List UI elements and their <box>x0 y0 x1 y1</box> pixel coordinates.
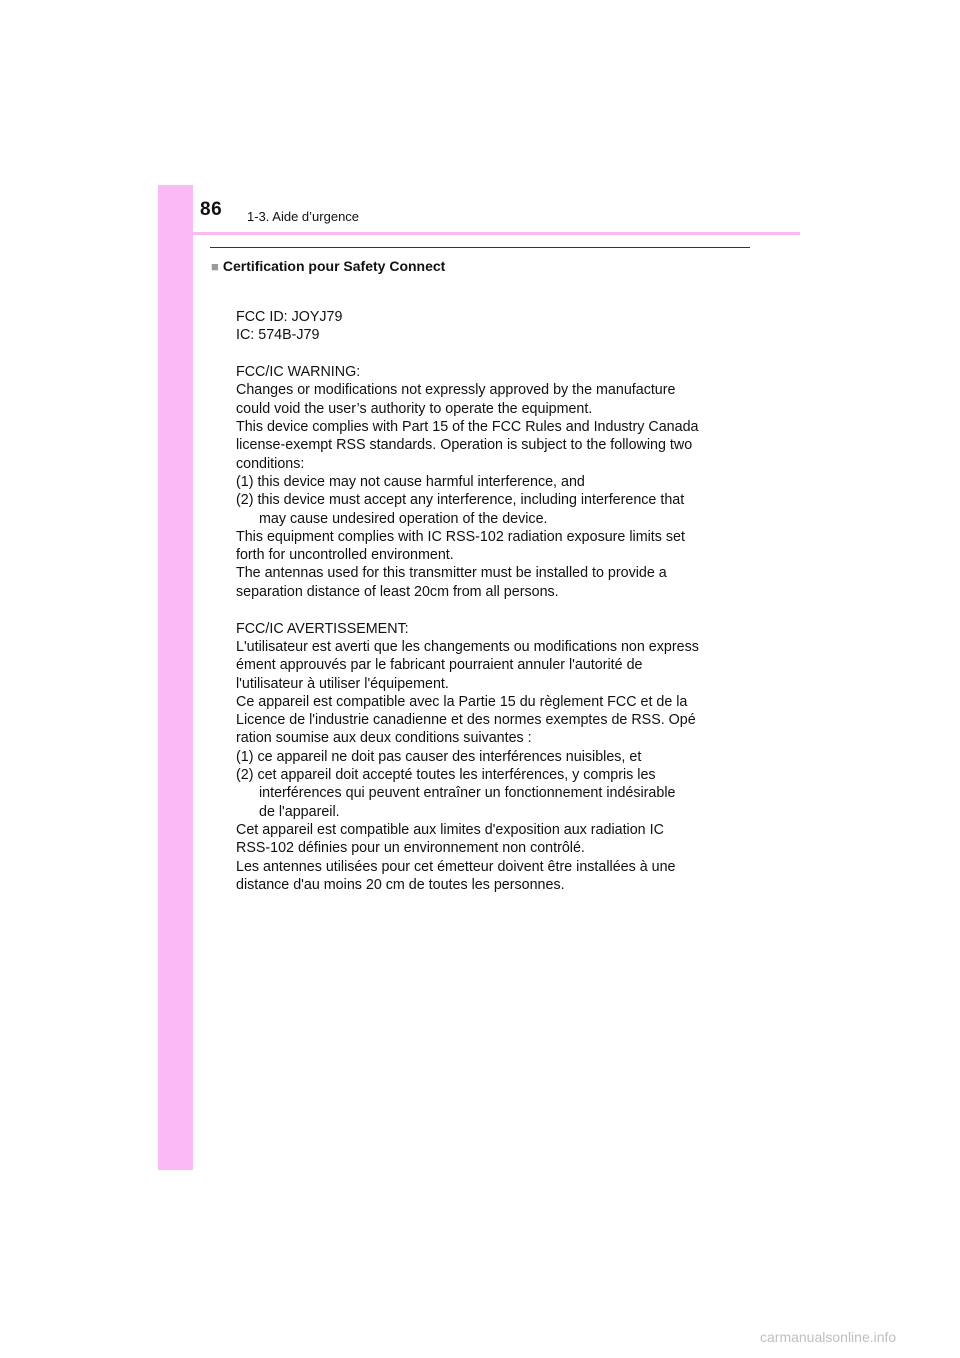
warning-fr-line: L'utilisateur est averti que les changements ou modifications non express <box>236 638 699 655</box>
paragraph-gap <box>236 345 736 364</box>
warning-en-condition-2-cont: may cause undesired operation of the device. <box>259 510 548 527</box>
warning-en-title: FCC/IC WARNING: <box>236 364 361 381</box>
warning-fr-line: Licence de l'industrie canadienne et des normes exemptes de RSS. Opé <box>236 712 696 729</box>
square-bullet-icon: ■ <box>211 259 219 274</box>
warning-en-line: could void the user’s authority to operate the equipment. <box>236 400 593 417</box>
warning-fr-line: RSS-102 définies pour un environnement non contrôlé. <box>236 840 585 857</box>
warning-en-line: conditions: <box>236 455 305 472</box>
warning-en-line: Changes or modifications not expressly approved by the manufacture <box>236 382 676 399</box>
warning-fr-line: Les antennes utilisées pour cet émetteur doivent être installées à une <box>236 858 676 875</box>
warning-en-line: separation distance of least 20cm from all persons. <box>236 583 559 600</box>
section-heading <box>211 258 445 274</box>
warning-en-condition-1: (1) this device may not cause harmful interference, and <box>236 473 585 490</box>
chapter-title: 1-3. Aide d’urgence <box>247 209 360 224</box>
warning-fr-line: Cet appareil est compatible aux limites d'exposition aux radiation IC <box>236 821 664 838</box>
fcc-id: FCC ID: JOYJ79 <box>236 309 343 325</box>
warning-fr-line: Ce appareil est compatible avec la Partie 15 du règlement FCC et de la <box>236 693 688 710</box>
certification-text <box>236 308 736 894</box>
warning-fr-line: ration soumise aux deux conditions suivantes : <box>236 730 532 747</box>
warning-fr-condition-1: (1) ce appareil ne doit pas causer des interférences nuisibles, et <box>236 748 642 765</box>
warning-en-line: This equipment complies with IC RSS-102 radiation exposure limits set <box>236 528 685 545</box>
header-rule <box>193 232 800 235</box>
section-heading-text: Certification pour Safety Connect <box>222 258 446 274</box>
section-divider <box>210 247 750 248</box>
warning-fr-condition-2: (2) cet appareil doit accepté toutes les interférences, y compris les <box>236 767 656 784</box>
warning-fr-line: l'utilisateur à utiliser l'équipement. <box>236 675 449 692</box>
ic-id: IC: 574B-J79 <box>236 327 320 344</box>
warning-fr-line: distance d'au moins 20 cm de toutes les personnes. <box>236 876 565 893</box>
warning-fr-condition-2-cont: interférences qui peuvent entraîner un fonctionnement indésirable <box>259 785 676 802</box>
warning-en-line: This device complies with Part 15 of the FCC Rules and Industry Canada <box>236 419 699 436</box>
warning-en-line: forth for uncontrolled environment. <box>236 547 454 564</box>
warning-fr-line: ément approuvés par le fabricant pourraient annuler l'autorité de <box>236 657 643 674</box>
paragraph-gap <box>236 601 736 620</box>
warning-fr-condition-2-cont: de l'appareil. <box>259 803 340 820</box>
warning-fr-title: FCC/IC AVERTISSEMENT: <box>236 620 409 637</box>
warning-en-line: license-exempt RSS standards. Operation is subject to the following two <box>236 437 693 454</box>
site-watermark: carmanualsonline.info <box>760 1329 897 1345</box>
warning-en-line: The antennas used for this transmitter must be installed to provide a <box>236 565 667 582</box>
page-number: 86 <box>200 199 223 220</box>
warning-en-condition-2: (2) this device must accept any interference, including interference that <box>236 492 685 509</box>
chapter-side-band <box>158 185 193 1170</box>
